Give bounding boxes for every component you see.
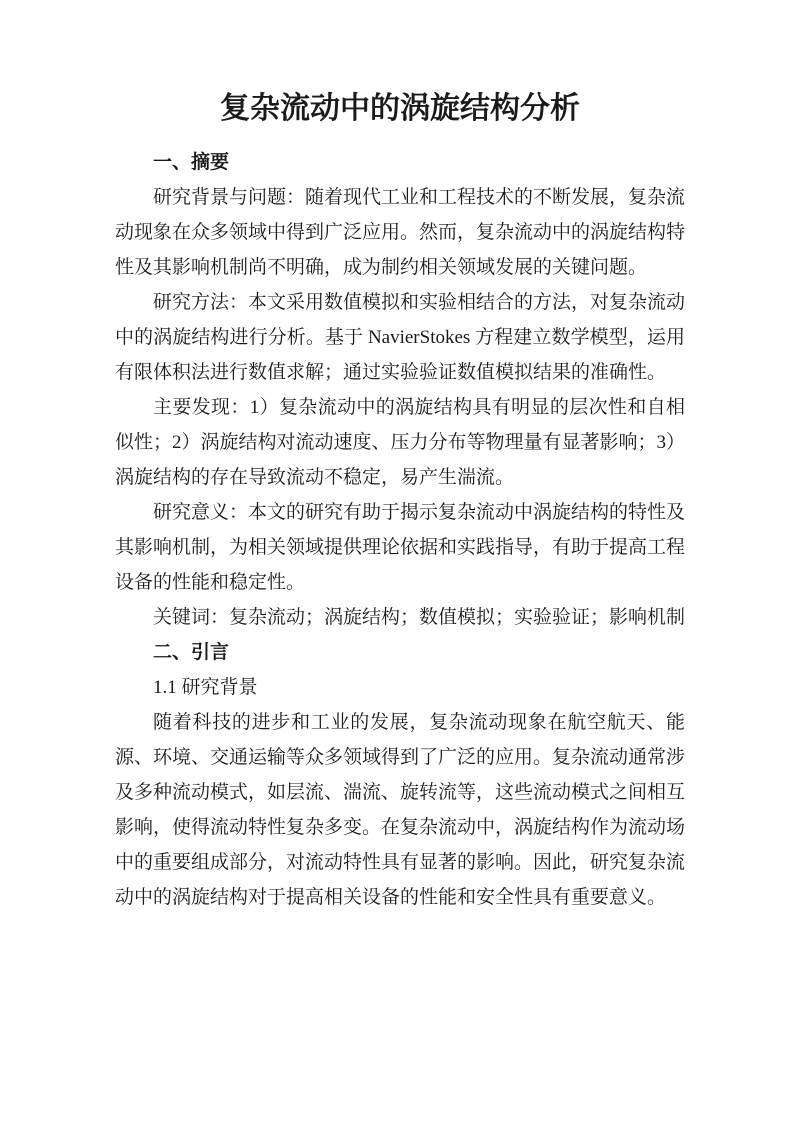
- paragraph-research-background-problem: 研究背景与问题：随着现代工业和工程技术的不断发展，复杂流动现象在众多领域中得到广泛应用。然而，复杂流动中的涡旋结构特性及其影响机制尚不明确，成为制约相关领域发展的关键问题。: [115, 187, 686, 278]
- paragraph-research-method: 研究方法：本文采用数值模拟和实验相结合的方法，对复杂流动中的涡旋结构进行分析。基于 NavierStokes 方程建立数学模型，运用有限体积法进行数值求解；通过实验验证数值模拟结果的准确性。: [115, 292, 686, 383]
- paragraph-research-significance: 研究意义：本文的研究有助于揭示复杂流动中涡旋结构的特性及其影响机制，为相关领域提供理论依据和实践指导，有助于提高工程设备的性能和稳定性。: [115, 502, 686, 593]
- paragraph-introduction-background: 随着科技的进步和工业的发展，复杂流动现象在航空航天、能源、环境、交通运输等众多领域得到了广泛的应用。复杂流动通常涉及多种流动模式，如层流、湍流、旋转流等，这些流动模式之间相互影响，使得流动特性复杂多变。在复杂流动中，涡旋结构作为流动场中的重要组成部分，对流动特性具有显著的影响。因此，研究复杂流动中的涡旋结构对于提高相关设备的性能和安全性具有重要意义。: [115, 712, 686, 908]
- subsection-heading-research-background: 1.1 研究背景: [153, 677, 258, 698]
- keywords-line: 关键词：复杂流动；涡旋结构；数值模拟；实验验证；影响机制: [153, 607, 686, 628]
- document-title: 复杂流动中的涡旋结构分析: [220, 92, 580, 125]
- section-heading-abstract: 一、摘要: [153, 152, 230, 173]
- document-page: [0, 88, 800, 1123]
- section-heading-introduction: 二、引言: [153, 642, 230, 663]
- paragraph-main-findings: 主要发现：1）复杂流动中的涡旋结构具有明显的层次性和自相似性；2）涡旋结构对流动速度、压力分布等物理量有显著影响；3）涡旋结构的存在导致流动不稳定，易产生湍流。: [115, 397, 686, 488]
